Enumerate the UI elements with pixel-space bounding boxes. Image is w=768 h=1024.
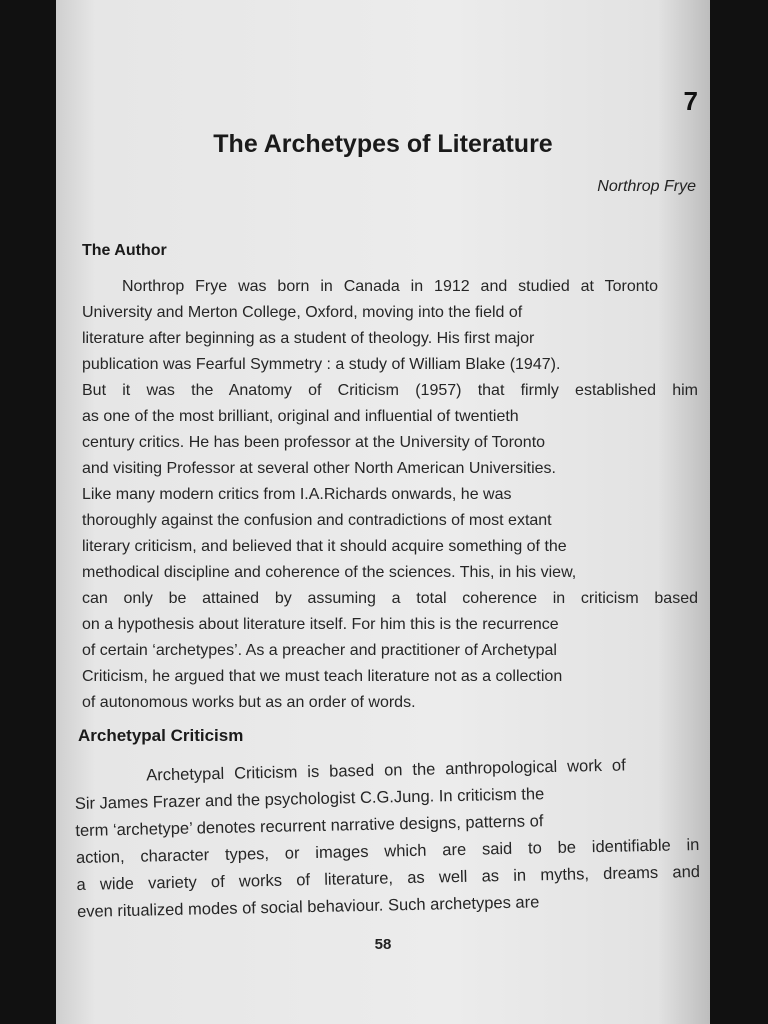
paragraph-line: University and Merton College, Oxford, moving into the field of bbox=[82, 304, 523, 321]
paragraph-line: literature after beginning as a student of theology. His first major bbox=[82, 330, 535, 347]
chapter-number: 7 bbox=[683, 86, 698, 116]
section-heading-author: The Author bbox=[82, 242, 167, 259]
paragraph-line: on a hypothesis about literature itself. For him this is the recurrence bbox=[82, 616, 559, 633]
paragraph-line: Sir James Frazer and the psychologist C.G.Jung. In criticism the bbox=[74, 785, 545, 813]
paragraph-line: term ‘archetype’ denotes recurrent narrative designs, patterns of bbox=[75, 812, 544, 840]
paragraph-line: and visiting Professor at several other North American Universities. bbox=[82, 460, 556, 477]
paragraph-line: even ritualized modes of social behaviour. Such archetypes are bbox=[76, 893, 540, 921]
paragraph-line: a wide variety of works of literature, as well as in myths, dreams and bbox=[76, 862, 701, 894]
paragraph-line: of certain ‘archetypes’. As a preacher and practitioner of Archetypal bbox=[82, 642, 557, 659]
paragraph-line: But it was the Anatomy of Criticism (1957) that firmly established him bbox=[82, 382, 698, 399]
archetypal-paragraph bbox=[74, 751, 701, 926]
paragraph-line: Archetypal Criticism is based on the anthropological work of bbox=[146, 756, 626, 785]
paragraph-line: action, character types, or images which are said to be identifiable in bbox=[75, 835, 700, 867]
page-title: The Archetypes of Literature bbox=[213, 130, 553, 158]
paragraph-line: thoroughly against the confusion and contradictions of most extant bbox=[82, 512, 552, 529]
book-page bbox=[56, 0, 710, 1024]
paragraph-line: Like many modern critics from I.A.Richards onwards, he was bbox=[82, 486, 512, 503]
paragraph-line: Northrop Frye was born in Canada in 1912 and studied at Toronto bbox=[122, 278, 658, 295]
paragraph-line: century critics. He has been professor at the University of Toronto bbox=[82, 434, 546, 451]
paragraph-line: Criticism, he argued that we must teach literature not as a collection bbox=[82, 668, 563, 685]
paragraph-line: as one of the most brilliant, original and influential of twentieth bbox=[82, 408, 519, 425]
paragraph-line: can only be attained by assuming a total coherence in criticism based bbox=[82, 590, 698, 607]
author-byline: Northrop Frye bbox=[597, 178, 696, 195]
author-paragraph bbox=[82, 274, 698, 716]
paragraph-line: publication was Fearful Symmetry : a study of William Blake (1947). bbox=[82, 356, 561, 373]
bleed-through-text bbox=[76, 0, 696, 240]
paragraph-line: methodical discipline and coherence of the sciences. This, in his view, bbox=[82, 564, 577, 581]
page-number: 58 bbox=[374, 936, 392, 953]
section-heading-archetypal-criticism: Archetypal Criticism bbox=[78, 726, 244, 745]
paragraph-line: of autonomous works but as an order of words. bbox=[82, 694, 416, 711]
paragraph-line: literary criticism, and believed that it should acquire something of the bbox=[82, 538, 567, 555]
